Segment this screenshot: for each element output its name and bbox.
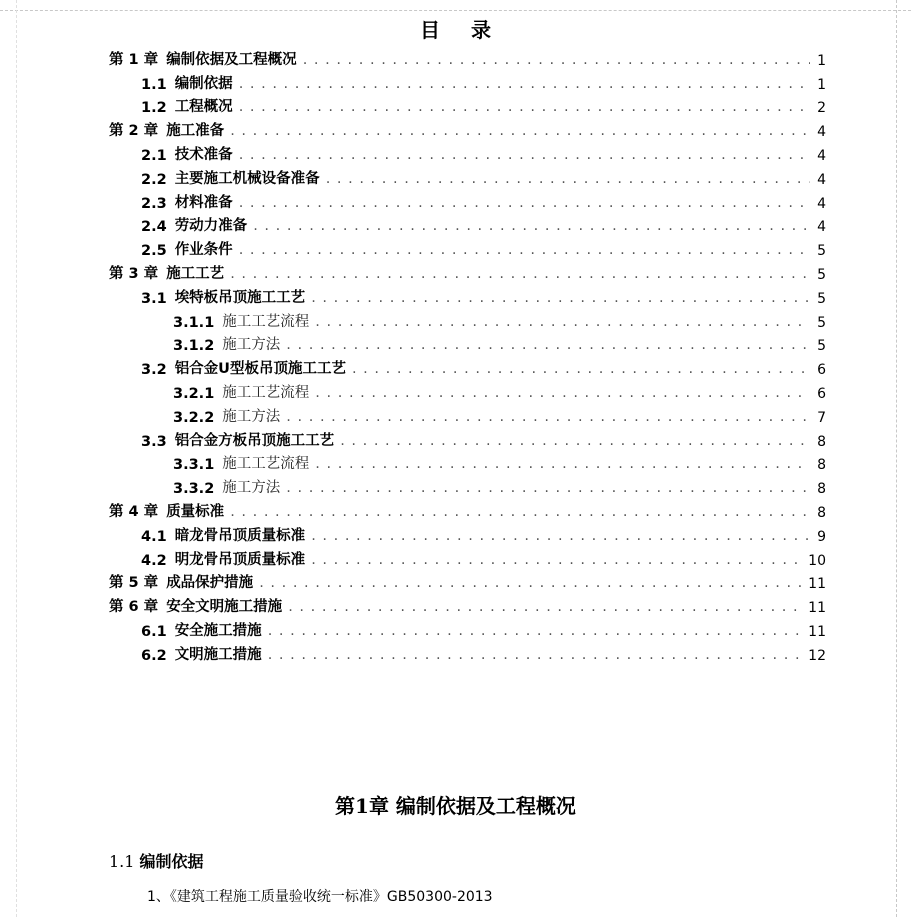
toc-dot-leader [311, 290, 810, 306]
toc-dot-leader [253, 218, 810, 234]
toc-entry-title: 施工方法 [222, 408, 281, 425]
toc-entry-number: 2.2 [141, 171, 167, 188]
toc-entry-number: 6.1 [141, 623, 167, 640]
toc-entry-title: 施工工艺流程 [222, 384, 310, 401]
section-number: 1.1 [109, 852, 135, 871]
toc-entry-page-number: 2 [817, 100, 826, 117]
toc-entry-title: 施工工艺流程 [222, 313, 310, 330]
toc-entry[interactable] [109, 616, 826, 640]
toc-entry-number: 1.1 [141, 76, 167, 93]
toc-entry-title: 施工准备 [166, 123, 225, 140]
toc-entry-title: 施工方法 [222, 337, 281, 354]
toc-entry-page-number: 8 [817, 504, 826, 521]
toc-entry-title: 主要施工机械设备准备 [174, 170, 320, 187]
toc-dot-leader [230, 504, 810, 520]
toc-entry-title: 铝合金U型板吊顶施工工艺 [174, 361, 346, 378]
toc-entry-page-number: 1 [817, 76, 826, 93]
toc-entry[interactable] [109, 592, 826, 616]
toc-entry-page-number: 8 [817, 457, 826, 474]
toc-entry-number: 第 6 章 [109, 599, 159, 616]
page-left-margin-guide [16, 0, 17, 917]
toc-entry-page-number: 6 [817, 362, 826, 379]
toc-entry[interactable] [109, 354, 826, 378]
toc-entry-number: 2.4 [141, 219, 167, 236]
toc-entry-page-number: 7 [817, 409, 826, 426]
toc-entry-title: 施工工艺流程 [222, 456, 310, 473]
toc-entry-number: 3.3.1 [173, 457, 215, 474]
toc-entry[interactable] [109, 140, 826, 164]
toc-entry-number: 3.1 [141, 290, 167, 307]
toc-entry-number: 第 3 章 [109, 265, 159, 282]
toc-entry[interactable] [109, 212, 826, 236]
toc-entry-title: 埃特板吊顶施工工艺 [174, 289, 306, 306]
toc-entry-page-number: 12 [808, 647, 826, 664]
toc-entry-page-number: 11 [808, 600, 826, 617]
toc-entry-page-number: 5 [817, 243, 826, 260]
toc-entry[interactable] [109, 69, 826, 93]
toc-entry-title: 质量标准 [166, 503, 225, 520]
toc-entry-title: 材料准备 [174, 194, 233, 211]
toc-entry-number: 3.3.2 [173, 481, 215, 498]
toc-entry-number: 第 5 章 [109, 575, 159, 592]
toc-entry-page-number: 6 [817, 385, 826, 402]
toc-entry-number: 4.1 [141, 528, 167, 545]
toc-entry-page-number: 5 [817, 266, 826, 283]
toc-entry-page-number: 5 [817, 290, 826, 307]
toc-dot-leader [230, 123, 810, 139]
toc-entry-page-number: 4 [817, 124, 826, 141]
toc-entry-title: 成品保护措施 [166, 575, 254, 592]
toc-entry-number: 第 2 章 [109, 123, 159, 140]
toc-dot-leader [326, 171, 810, 187]
page-right-margin-guide [896, 0, 897, 917]
toc-entry-page-number: 10 [808, 552, 826, 569]
toc-dot-leader [239, 99, 810, 115]
toc-entry-page-number: 1 [817, 52, 826, 69]
toc-entry[interactable] [109, 45, 826, 69]
toc-entry[interactable] [109, 283, 826, 307]
page-top-margin-guide [0, 10, 911, 11]
toc-entry[interactable] [109, 164, 826, 188]
toc-entry-number: 2.5 [141, 243, 167, 260]
toc-entry-number: 3.2.2 [173, 409, 215, 426]
toc-dot-leader [340, 433, 810, 449]
toc-entry[interactable] [109, 569, 826, 593]
toc-entry[interactable] [109, 640, 826, 664]
toc-entry-title: 铝合金方板吊顶施工工艺 [174, 432, 335, 449]
toc-title: 目 录 [420, 18, 503, 42]
toc-entry[interactable] [109, 473, 826, 497]
section-title: 编制依据 [139, 852, 204, 871]
toc-entry[interactable] [109, 93, 826, 117]
toc-entry-number: 2.3 [141, 195, 167, 212]
toc-entry-page-number: 4 [817, 147, 826, 164]
toc-entry-title: 编制依据 [174, 75, 233, 92]
toc-dot-leader [311, 552, 802, 568]
toc-entry[interactable] [109, 521, 826, 545]
toc-dot-leader [239, 195, 810, 211]
toc-dot-leader [288, 599, 802, 615]
toc-entry-number: 3.1.2 [173, 338, 215, 355]
toc-entry-number: 4.2 [141, 552, 167, 569]
toc-entry-page-number: 9 [817, 528, 826, 545]
toc-entry-title: 技术准备 [174, 146, 233, 163]
toc-entry-title: 施工工艺 [166, 265, 225, 282]
reference-item: 1、《建筑工程施工质量验收统一标准》GB50300-2013 [147, 889, 493, 905]
toc-dot-leader [239, 242, 810, 258]
toc-entry[interactable] [109, 188, 826, 212]
toc-entry[interactable] [109, 450, 826, 474]
toc-entry-page-number: 8 [817, 433, 826, 450]
toc-entry-title: 暗龙骨吊顶质量标准 [174, 527, 306, 544]
toc-entry-title: 编制依据及工程概况 [166, 51, 297, 68]
toc-entry-page-number: 11 [808, 576, 826, 593]
section-heading [109, 849, 204, 872]
toc-entry-page-number: 4 [817, 195, 826, 212]
toc-dot-leader [230, 266, 810, 282]
chapter-heading: 第1章 编制依据及工程概况 [335, 794, 576, 818]
toc-dot-leader [239, 147, 810, 163]
toc-entry-page-number: 8 [817, 481, 826, 498]
toc-entry-number: 3.1.1 [173, 314, 215, 331]
toc-entry-title: 文明施工措施 [174, 646, 262, 663]
toc-entry-page-number: 11 [808, 623, 826, 640]
toc-entry-page-number: 5 [817, 314, 826, 331]
toc-entry-page-number: 4 [817, 219, 826, 236]
toc-entry-number: 3.3 [141, 433, 167, 450]
toc-entry[interactable] [109, 378, 826, 402]
toc-entry-title: 明龙骨吊顶质量标准 [174, 551, 306, 568]
toc-entry[interactable] [109, 497, 826, 521]
toc-entry[interactable] [109, 259, 826, 283]
toc-entry-page-number: 4 [817, 171, 826, 188]
toc-dot-leader [315, 385, 810, 401]
toc-dot-leader [315, 314, 810, 330]
toc-entry-title: 安全文明施工措施 [166, 599, 283, 616]
toc-dot-leader [239, 76, 810, 92]
toc-dot-leader [259, 575, 802, 591]
toc-dot-leader [286, 337, 810, 353]
toc-entry-title: 施工方法 [222, 480, 281, 497]
toc-entry[interactable] [109, 331, 826, 355]
toc-entry[interactable] [109, 116, 826, 140]
toc-entry-page-number: 5 [817, 338, 826, 355]
toc-entry-title: 劳动力准备 [174, 218, 248, 235]
toc-entry-number: 第 1 章 [109, 51, 159, 68]
table-of-contents [109, 45, 826, 664]
toc-entry-number: 2.1 [141, 147, 167, 164]
toc-entry-title: 作业条件 [174, 242, 233, 259]
toc-entry-number: 3.2 [141, 362, 167, 379]
toc-entry-number: 3.2.1 [173, 385, 215, 402]
toc-dot-leader [315, 456, 810, 472]
toc-dot-leader [286, 409, 810, 425]
toc-entry-title: 安全施工措施 [174, 622, 262, 639]
toc-entry[interactable] [109, 545, 826, 569]
toc-entry[interactable] [109, 235, 826, 259]
toc-entry-number: 第 4 章 [109, 503, 159, 520]
toc-dot-leader [268, 623, 802, 639]
toc-entry-number: 1.2 [141, 100, 167, 117]
toc-entry-title: 工程概况 [174, 99, 233, 116]
toc-dot-leader [311, 528, 810, 544]
toc-dot-leader [268, 647, 802, 663]
toc-entry[interactable] [109, 307, 826, 331]
toc-dot-leader [352, 361, 810, 377]
toc-dot-leader [286, 480, 810, 496]
toc-entry[interactable] [109, 426, 826, 450]
toc-dot-leader [303, 52, 810, 68]
toc-entry-number: 6.2 [141, 647, 167, 664]
toc-entry[interactable] [109, 402, 826, 426]
